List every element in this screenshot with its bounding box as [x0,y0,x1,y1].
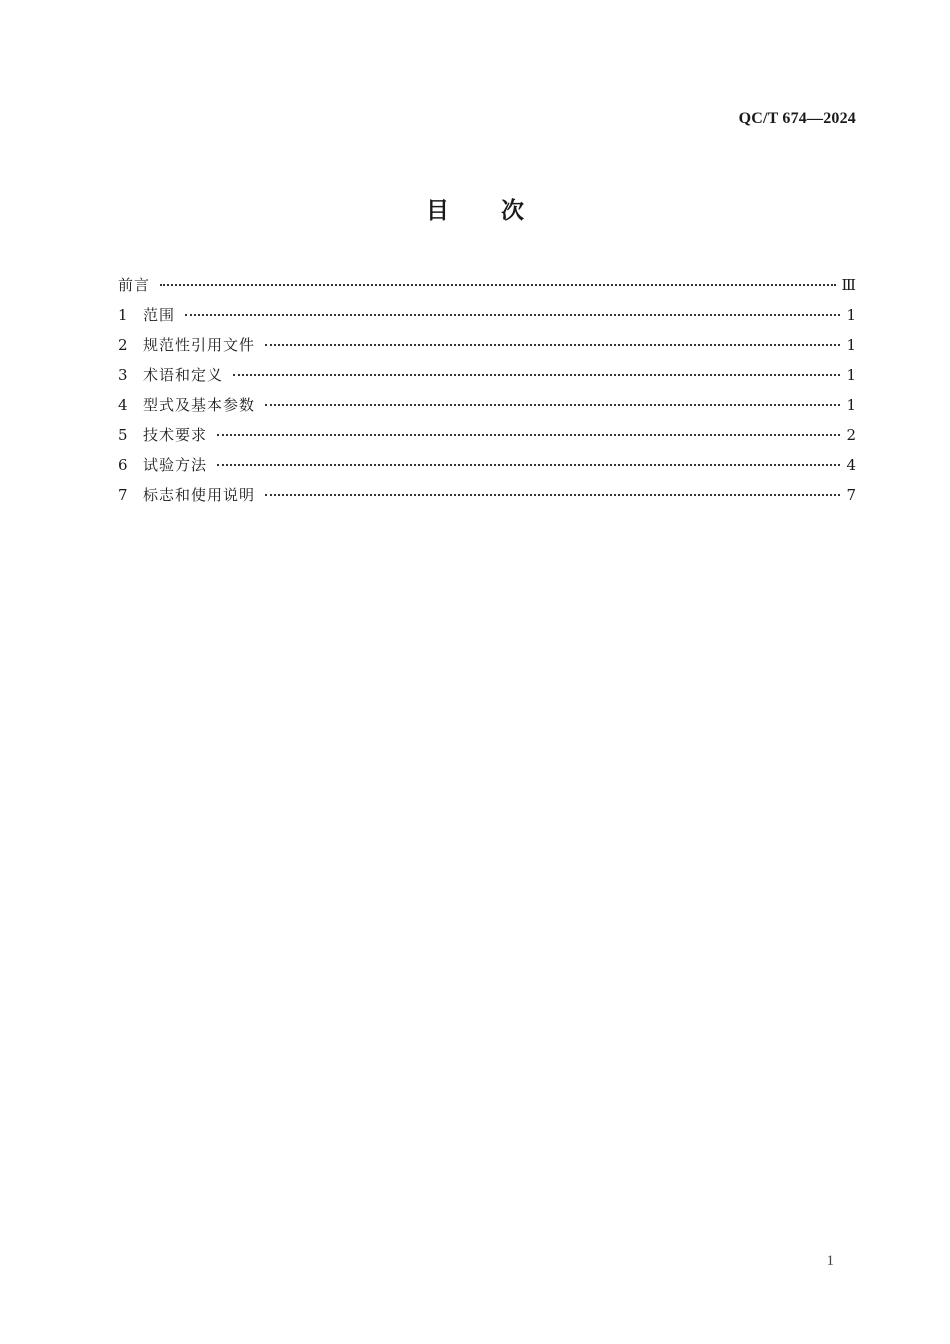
toc-entry-label: 技术要求 [143,426,208,444]
toc-entry-label: 规范性引用文件 [143,336,256,354]
toc-entry-number: 5 [118,426,128,444]
dot-leader [185,314,840,316]
title-char-2: 次 [501,198,524,224]
toc-entry-page: 2 [846,426,856,444]
dot-leader [265,494,840,496]
toc-entry-4[interactable] [118,394,856,424]
toc-entry-3[interactable] [118,364,856,394]
standard-code: QC/T 674—2024 [738,110,856,127]
table-of-contents [118,274,856,514]
toc-entry-page: Ⅲ [841,276,856,294]
dot-leader [265,344,840,346]
toc-entry-1[interactable] [118,304,856,334]
toc-entry-6[interactable] [118,454,856,484]
toc-entry-page: 1 [846,396,856,414]
toc-entry-page: 1 [846,366,856,384]
toc-entry-label: 试验方法 [143,456,208,474]
toc-entry-page: 7 [846,486,856,504]
toc-entry-label: 术语和定义 [143,366,224,384]
toc-entry-2[interactable] [118,334,856,364]
toc-entry-label: 标志和使用说明 [143,486,256,504]
dot-leader [217,464,840,466]
toc-entry-page: 1 [846,306,856,324]
page-number: 1 [826,1253,834,1269]
toc-entry-foreword[interactable] [118,274,856,304]
toc-entry-number: 3 [118,366,128,384]
toc-entry-label: 范围 [143,306,176,324]
page-title [0,192,950,225]
toc-entry-label: 前言 [118,276,151,294]
toc-entry-number: 7 [118,486,128,504]
dot-leader [265,404,840,406]
toc-entry-page: 4 [846,456,856,474]
toc-entry-number: 1 [118,306,128,324]
toc-entry-5[interactable] [118,424,856,454]
toc-entry-number: 4 [118,396,128,414]
toc-entry-label: 型式及基本参数 [143,396,256,414]
toc-entry-number: 2 [118,336,128,354]
dot-leader [217,434,840,436]
toc-entry-7[interactable] [118,484,856,514]
toc-entry-number: 6 [118,456,128,474]
dot-leader [160,284,836,286]
title-char-1: 目 [426,198,449,224]
toc-entry-page: 1 [846,336,856,354]
dot-leader [233,374,840,376]
